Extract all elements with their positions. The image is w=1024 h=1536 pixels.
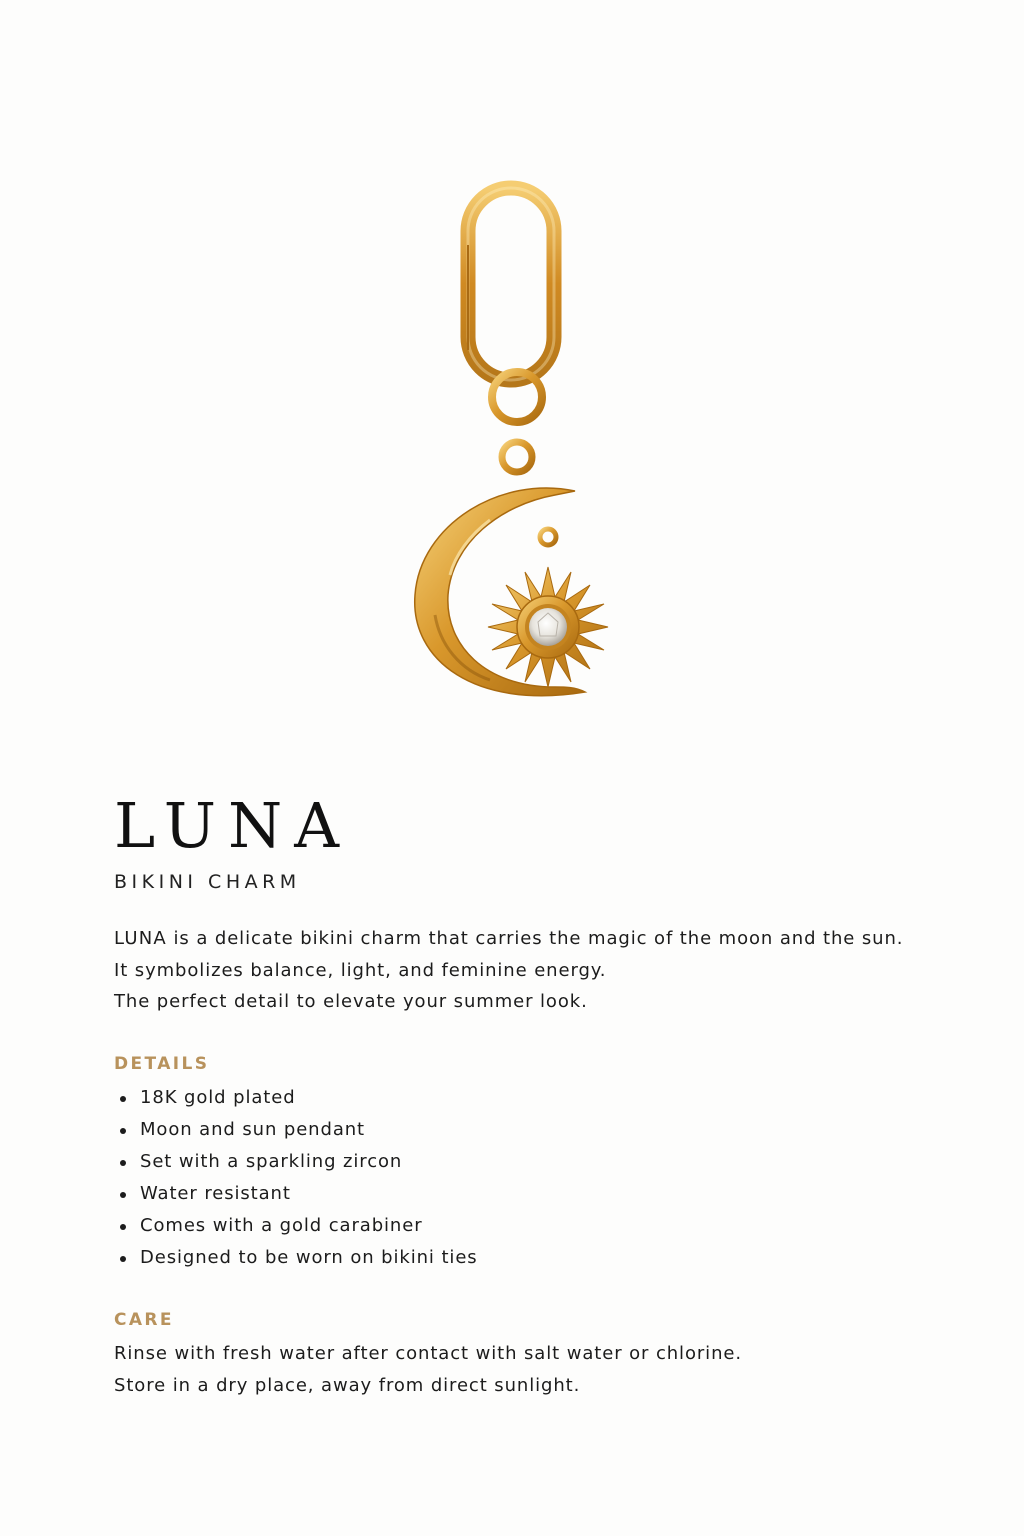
list-item: Comes with a gold carabiner: [114, 1210, 914, 1242]
list-item: Designed to be worn on bikini ties: [114, 1242, 914, 1274]
care-line-1: Rinse with fresh water after contact with salt water or chlorine.: [114, 1342, 742, 1364]
description-line-3: The perfect detail to elevate your summer look.: [114, 991, 588, 1013]
list-item: 18K gold plated: [114, 1082, 914, 1114]
details-heading: DETAILS: [114, 1053, 210, 1074]
product-description: [114, 923, 914, 1018]
carabiner-shape: [468, 188, 554, 380]
product-subtitle: BIKINI CHARM: [114, 871, 301, 894]
sun-pendant: [488, 497, 608, 687]
description-text: is a delicate bikini charm that carries the magic of the moon and the sun.: [166, 928, 904, 950]
description-line-1: [114, 923, 914, 955]
product-title: LUNA: [114, 789, 352, 862]
description-line-2: It symbolizes balance, light, and feminine energy.: [114, 959, 607, 981]
list-item: Moon and sun pendant: [114, 1114, 914, 1146]
list-item: Set with a sparkling zircon: [114, 1146, 914, 1178]
care-heading: CARE: [114, 1309, 174, 1330]
description-brand: LUNA: [114, 928, 167, 950]
list-item: Water resistant: [114, 1178, 914, 1210]
care-line-2: Store in a dry place, away from direct sunlight.: [114, 1374, 581, 1396]
details-list: [114, 1082, 914, 1274]
charm-product-image: [380, 175, 640, 735]
product-info: [114, 790, 914, 1402]
care-text: [114, 1338, 914, 1402]
